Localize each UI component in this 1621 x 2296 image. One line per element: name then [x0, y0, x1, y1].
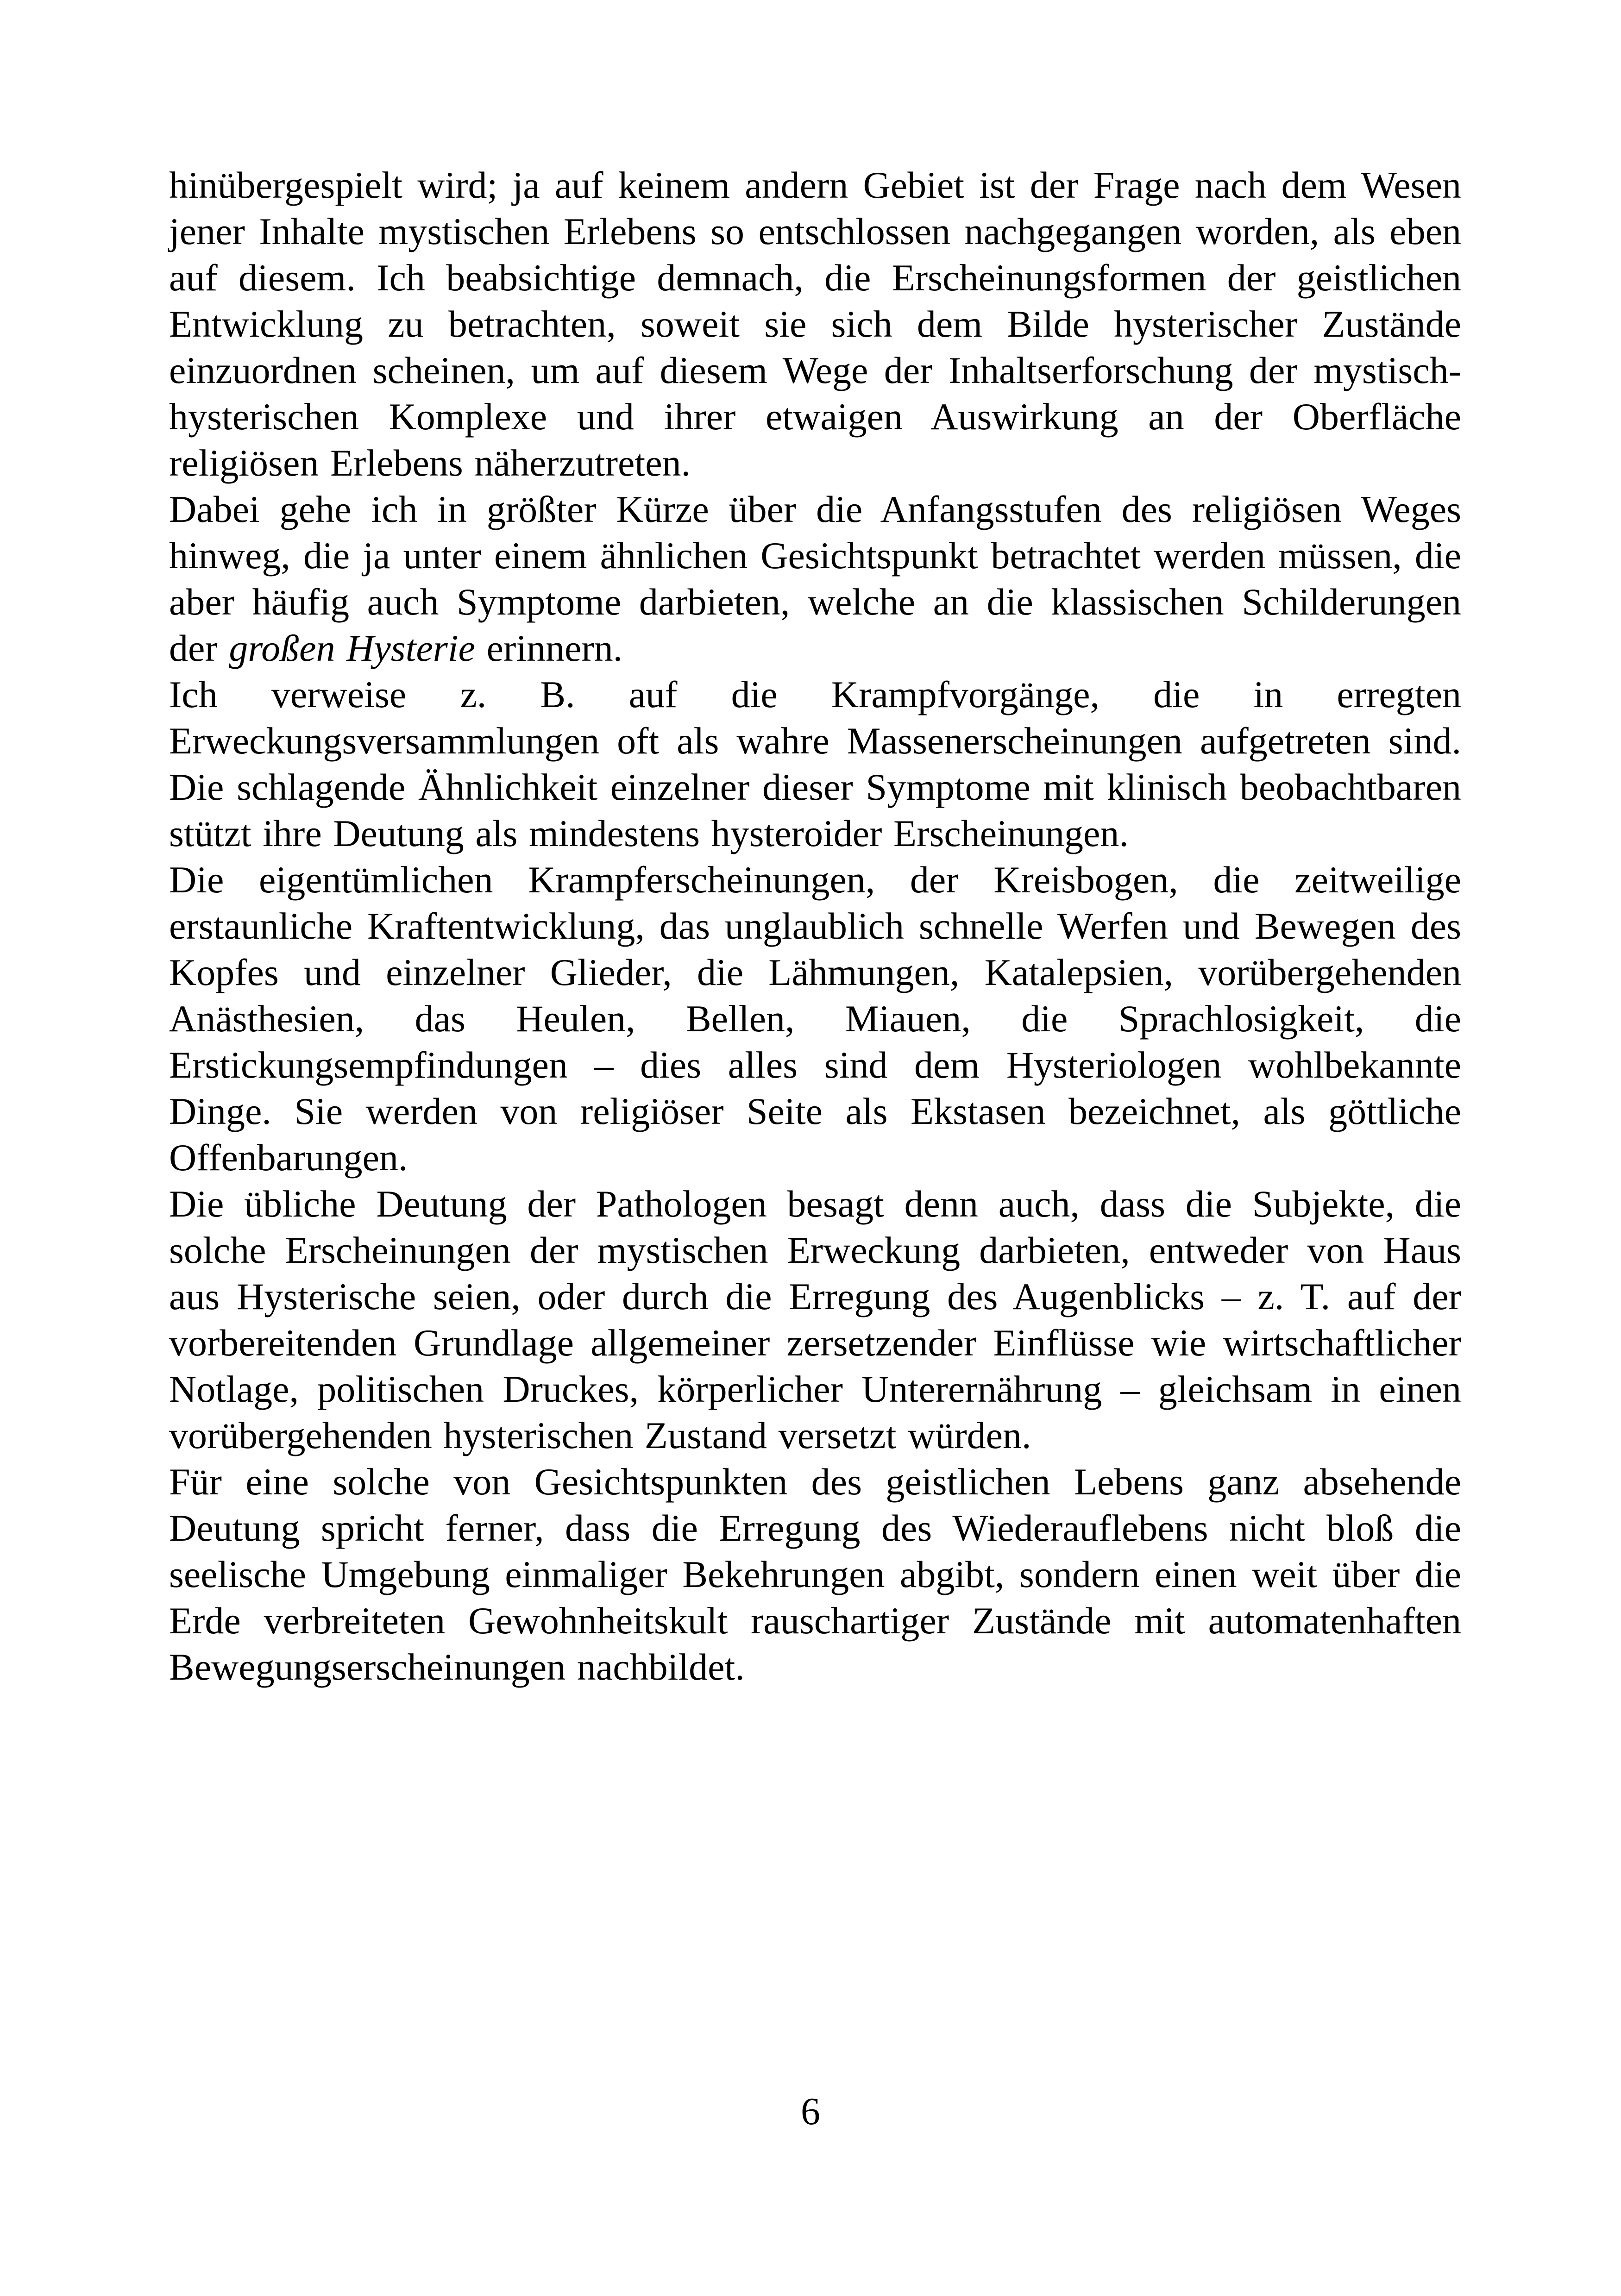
paragraph-4 — [169, 857, 1461, 1181]
page-number: 6 — [801, 2090, 820, 2133]
text-segment: Für eine solche von Gesichtspunkten des geistlichen Lebens ganz absehende Deutung spricht ferner, dass die Erregung des Wiederauflebens nicht bloß die seelische Umgebung einmaliger Bekehrungen abgibt, sondern einen weit über die Erde verbreiteten Gewohnheitskult rauschartiger Zustände mit automatenhaften Bewegungserscheinungen nachbildet. — [169, 1461, 1461, 1688]
text-segment: Die übliche Deutung der Pathologen besagt denn auch, dass die Subjekte, die solche Erscheinungen der mystischen Erweckung darbieten, entweder von Haus aus Hysterische seien, oder durch die Erregung des Augenblicks – z. T. auf der vorbereitenden Grundlage allgemeiner zersetzender Einflüsse wie wirtschaftlicher Notlage, politischen Druckes, körperlicher Unterernährung – gleichsam in einen vorübergehenden hysterischen Zustand versetzt würden. — [169, 1183, 1461, 1456]
text-segment: erinnern. — [475, 627, 623, 669]
paragraph-6 — [169, 1459, 1461, 1690]
text-segment: Die eigentümlichen Krampferscheinungen, der Kreisbogen, die zeitweilige erstaunliche Kraftentwicklung, das unglaublich schnelle Werfen und Bewegen des Kopfes und einzelner Glieder, die Lähmungen, Katalepsien, vorübergehenden Anästhesien, das Heulen, Bellen, Miauen, die Sprachlosigkeit, die Erstickungsempfindungen – dies alles sind dem Hysteriologen wohlbekannte Dinge. Sie werden von religiöser Seite als Ekstasen bezeichnet, als göttliche Offenbarungen. — [169, 859, 1461, 1179]
paragraph-3 — [169, 671, 1461, 857]
page-text-block — [169, 162, 1461, 1690]
paragraph-1 — [169, 162, 1461, 486]
text-segment: Ich verweise z. B. auf die Krampfvorgänge, die in erregten Erweckungsversammlungen oft als wahre Massenerscheinungen aufgetreten sind. Die schlagende Ähnlichkeit einzelner dieser Symptome mit klinisch beobachtbaren stützt ihre Deutung als mindestens hysteroider Erscheinungen. — [169, 673, 1461, 854]
text-segment: Dabei gehe ich in größter Kürze über die Anfangsstufen des religiösen Weges hinweg, die ja unter einem ähnlichen Gesichtspunkt betrachtet werden müssen, die aber häufig auch Symptome darbieten, welche an die klassischen Schilderungen der — [169, 488, 1461, 669]
paragraph-5 — [169, 1181, 1461, 1459]
italic-text-segment: großen Hysterie — [229, 627, 475, 669]
paragraph-2 — [169, 486, 1461, 671]
text-segment: hinübergespielt wird; ja auf keinem andern Gebiet ist der Frage nach dem Wesen jener Inhalte mystischen Erlebens so entschlossen nachgegangen worden, als eben auf diesem. Ich beabsichtige demnach, die Erscheinungsformen der geistlichen Entwicklung zu betrachten, soweit sie sich dem Bilde hysterischer Zustände einzuordnen scheinen, um auf diesem Wege der Inhaltserforschung der mystisch-hysterischen Komplexe und ihrer etwaigen Auswirkung an der Oberfläche religiösen Erlebens näherzutreten. — [169, 164, 1461, 484]
